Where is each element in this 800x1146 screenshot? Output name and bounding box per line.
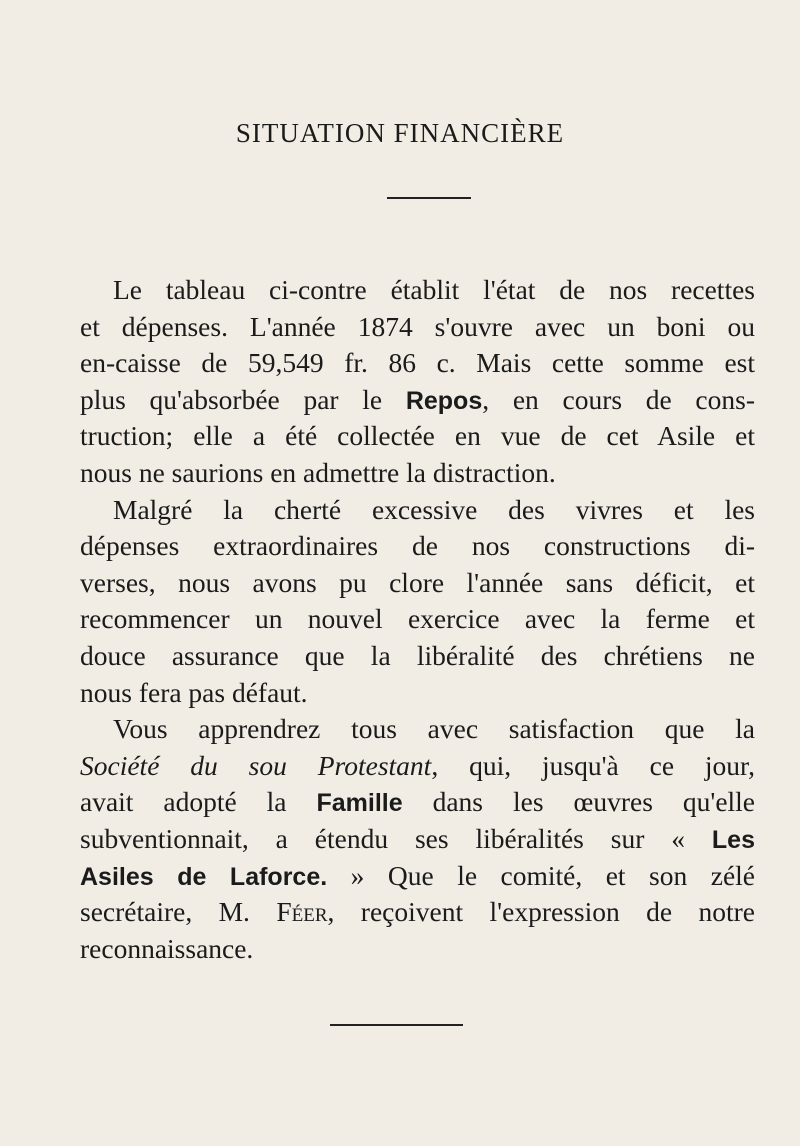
text-line: recommencer un nouvel exercice avec la ferme et: [80, 603, 755, 635]
text-line: plus qu'absorbée par le Repos, en cours de cons-: [80, 383, 755, 415]
page-title: SITUATION FINANCIÈRE: [235, 118, 565, 148]
text-line: Société du sou Protestant, qui, jusqu'à ce jour,: [80, 749, 755, 781]
text-line: Asiles de Laforce. » Que le comité, et son zélé: [80, 859, 755, 891]
bold-term: Repos: [405, 386, 483, 415]
text-line: nous fera pas défaut.: [80, 676, 308, 708]
text-line: avait adopté la Famille dans les œuvres qu'elle: [80, 786, 756, 818]
text-line: en-caisse de 59,549 fr. 86 c. Mais cette somme est: [80, 347, 755, 379]
text-line: verses, nous avons pu clore l'année sans déficit, et: [80, 566, 755, 598]
text-line: dépenses extraordinaires de nos constructions di-: [80, 530, 755, 562]
bottom-divider: [330, 1024, 463, 1026]
body-text: [80, 272, 755, 967]
text-line: subventionnait, a étendu ses libéralités sur « Les: [80, 822, 755, 854]
text-line: secrétaire, M. Féer, reçoivent l'expression de notre: [80, 896, 755, 928]
text-line: Malgré la cherté excessive des vivres et les: [113, 493, 755, 525]
bold-term: Famille: [316, 789, 403, 818]
smallcaps-name: Féer: [276, 896, 328, 928]
italic-term: Société du sou Protestant: [80, 749, 432, 781]
text-line: truction; elle a été collectée en vue de cet Asile et: [80, 420, 755, 452]
text-line: nous ne saurions en admettre la distraction.: [80, 456, 556, 488]
text-line: Vous apprendrez tous avec satisfaction que la: [113, 713, 755, 745]
text-line: reconnaissance.: [80, 932, 254, 964]
text-line: douce assurance que la libéralité des chrétiens ne: [80, 639, 755, 671]
text-line: et dépenses. L'année 1874 s'ouvre avec un boni ou: [80, 310, 755, 342]
bold-term: Les: [711, 825, 755, 854]
top-divider: [387, 197, 471, 199]
bold-term: Asiles de Laforce.: [80, 862, 328, 891]
text-line: Le tableau ci-contre établit l'état de nos recettes: [113, 274, 755, 305]
